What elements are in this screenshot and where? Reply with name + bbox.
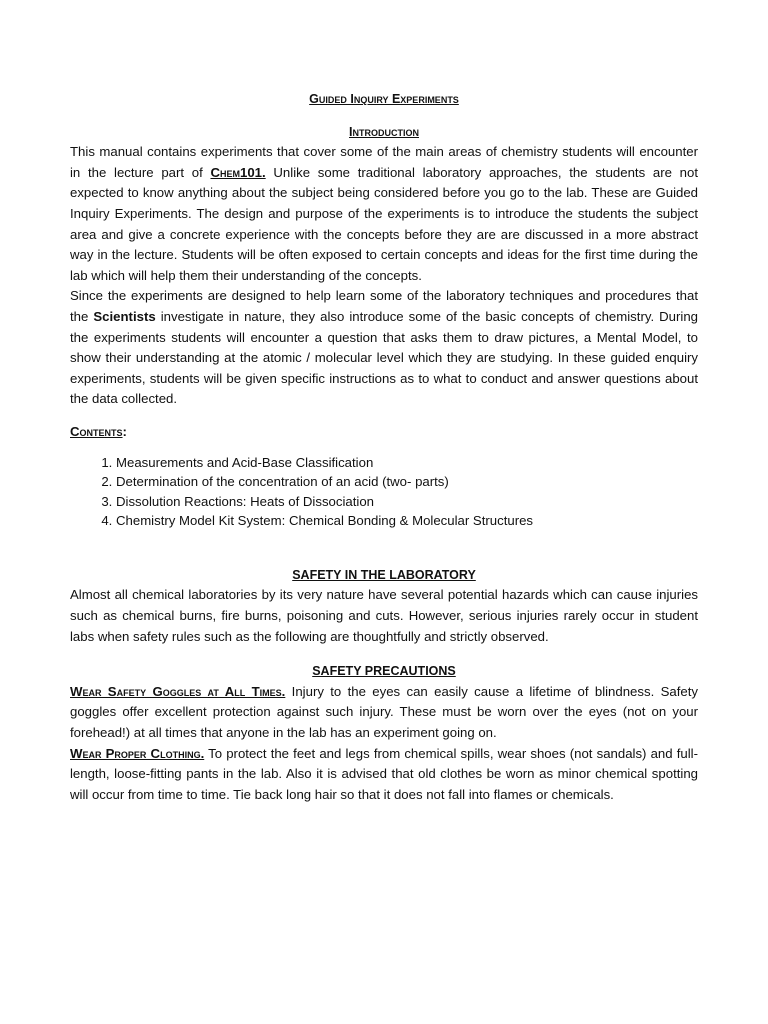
list-item: 3. Dissolution Reactions: Heats of Dissociation xyxy=(116,492,698,512)
scientists-emphasis: Scientists xyxy=(93,308,156,324)
introduction-heading: Introduction xyxy=(349,124,419,139)
precaution-goggles-lead: Wear Safety Goggles at All Times. xyxy=(70,683,286,699)
course-code: Chem101. xyxy=(210,164,266,180)
list-item: 4. Chemistry Model Kit System: Chemical Bonding & Molecular Structures xyxy=(116,511,698,531)
precaution-goggles xyxy=(70,682,698,744)
intro-paragraph-2-part2: investigate in nature, they also introduce some of the basic concepts of chemistry. During the experiments students will encounter a question that asks them to draw pictures, a Mental Model, to show their understanding at the atomic / molecular level which they are studying. In these guided enquiry experiments, students will be given specific instructions as to what to conduct and answer questions about the data collected. xyxy=(70,308,698,407)
list-item: 2. Determination of the concentration of an acid (two- parts) xyxy=(116,472,698,492)
precautions-heading: SAFETY PRECAUTIONS xyxy=(312,664,456,679)
safety-paragraph: Almost all chemical laboratories by its very nature have several potential hazards which can cause injuries such as chemical burns, fire burns, poisoning and cuts. However, serious injuries rarely occur in student labs when safety rules such as the following are thoughtfully and strictly observed. xyxy=(70,587,698,644)
contents-label: Contents xyxy=(70,423,123,439)
intro-paragraph-2-part1: Since the experiments are designed to help learn some of the laboratory techniques and procedures that the xyxy=(70,288,698,324)
precaution-clothing-text: To protect the feet and legs from chemical spills, wear shoes (not sandals) and full-length, loose-fitting pants in the lab. Also it is advised that old clothes be worn as minor chemical spotting will occur from time to time. Tie back long hair so that it does not fall into flames or chemicals. xyxy=(70,745,698,802)
intro-paragraph-1-part2: Unlike some traditional laboratory approaches, the students are not expected to know anything about the subject being considered before you go to the lab. These are Guided Inquiry Experiments. The design and purpose of the experiments is to introduce the students the subject area and give a concrete experience with the concepts before they are are discussed in a more abstract way in the lecture. Students will be often exposed to certain concepts and ideas for the first time during the lab which will help them their understanding of the concepts. xyxy=(70,164,698,283)
contents-heading xyxy=(70,422,698,443)
safety-heading: SAFETY IN THE LABORATORY xyxy=(292,567,476,582)
precaution-goggles-text: Injury to the eyes can easily cause a lifetime of blindness. Safety goggles offer excellent protection against such injury. These must be worn over the eyes (not on your forehead!) at all times that anyone in the lab has an experiment going on. xyxy=(70,683,698,741)
intro-paragraph-2 xyxy=(70,286,698,410)
contents-colon: : xyxy=(122,423,127,439)
precaution-clothing xyxy=(70,744,698,806)
contents-list xyxy=(70,453,698,531)
document-title: Guided Inquiry Experiments xyxy=(309,92,459,106)
intro-paragraph-1 xyxy=(70,142,698,286)
precaution-clothing-lead: Wear Proper Clothing. xyxy=(70,745,205,761)
list-item: 1. Measurements and Acid-Base Classification xyxy=(116,453,698,473)
intro-paragraph-1-part1: This manual contains experiments that cover some of the main areas of chemistry students will encounter in the lecture part of xyxy=(70,144,698,180)
